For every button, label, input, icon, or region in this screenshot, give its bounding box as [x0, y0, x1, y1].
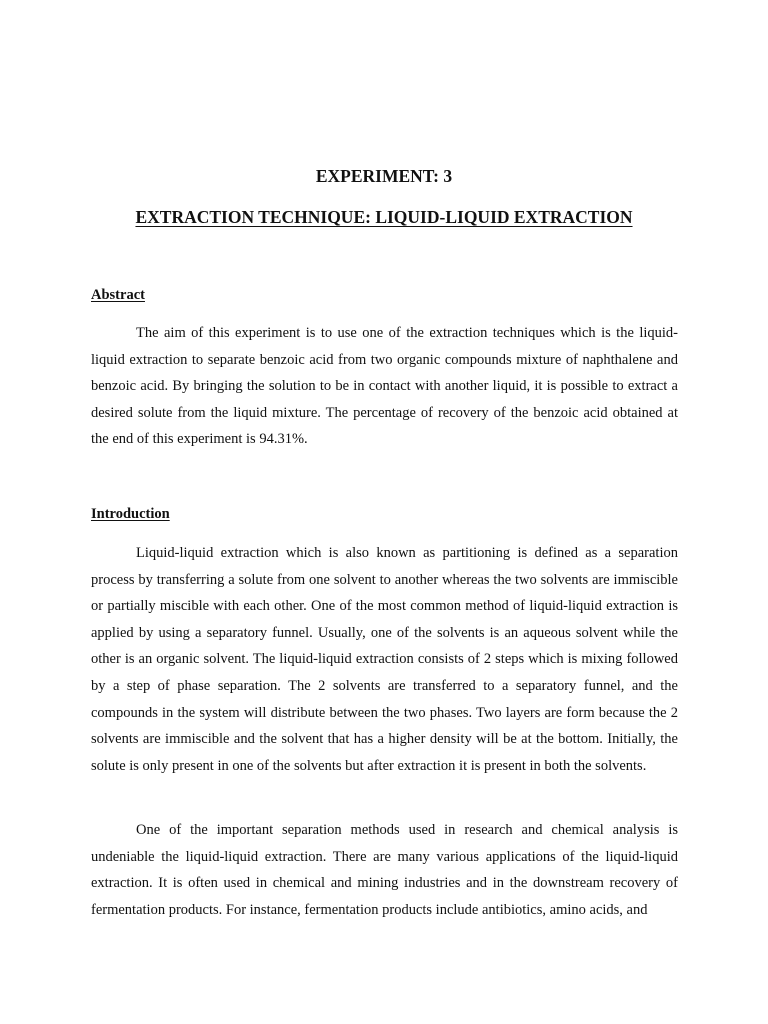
main-title: EXTRACTION TECHNIQUE: LIQUID-LIQUID EXTRACTION — [135, 207, 633, 227]
abstract-paragraph: The aim of this experiment is to use one of the extraction techniques which is the liquid-liquid extraction to separate benzoic acid from two organic compounds mixture of naphthalene and benzoic acid. By bringing the solution to be in contact with another liquid, it is possible to extract a desired solute from the liquid mixture. The percentage of recovery of the benzoic acid obtained at the end of this experiment is 94.31%. — [91, 325, 678, 448]
abstract-heading: Abstract — [91, 287, 145, 303]
experiment-title: EXPERIMENT: 3 — [315, 166, 453, 186]
introduction-paragraph-1: Liquid-liquid extraction which is also known as partitioning is defined as a separation process by transferring a solute from one solvent to another whereas the two solvents are immiscible or partially miscible with each other. One of the most common method of liquid-liquid extraction is applied by using a separatory funnel. Usually, one of the solvents is an aqueous solvent while the other is an organic solvent. The liquid-liquid extraction consists of 2 steps which is mixing followed by a step of phase separation. The 2 solvents are transferred to a separatory funnel, and the compounds in the system will distribute between the two phases. Two layers are form because the 2 solvents are immiscible and the solvent that has a higher density will be at the bottom. Initially, the solute is only present in one of the solvents but after extraction it is present in both the solvents. — [91, 545, 678, 774]
introduction-heading: Introduction — [91, 506, 170, 522]
introduction-paragraph-2: One of the important separation methods used in research and chemical analysis is undeniable the liquid-liquid extraction. There are many various applications of the liquid-liquid extraction. It is often used in chemical and mining industries and in the downstream recovery of fermentation products. For instance, fermentation products include antibiotics, amino acids, and — [91, 822, 678, 918]
